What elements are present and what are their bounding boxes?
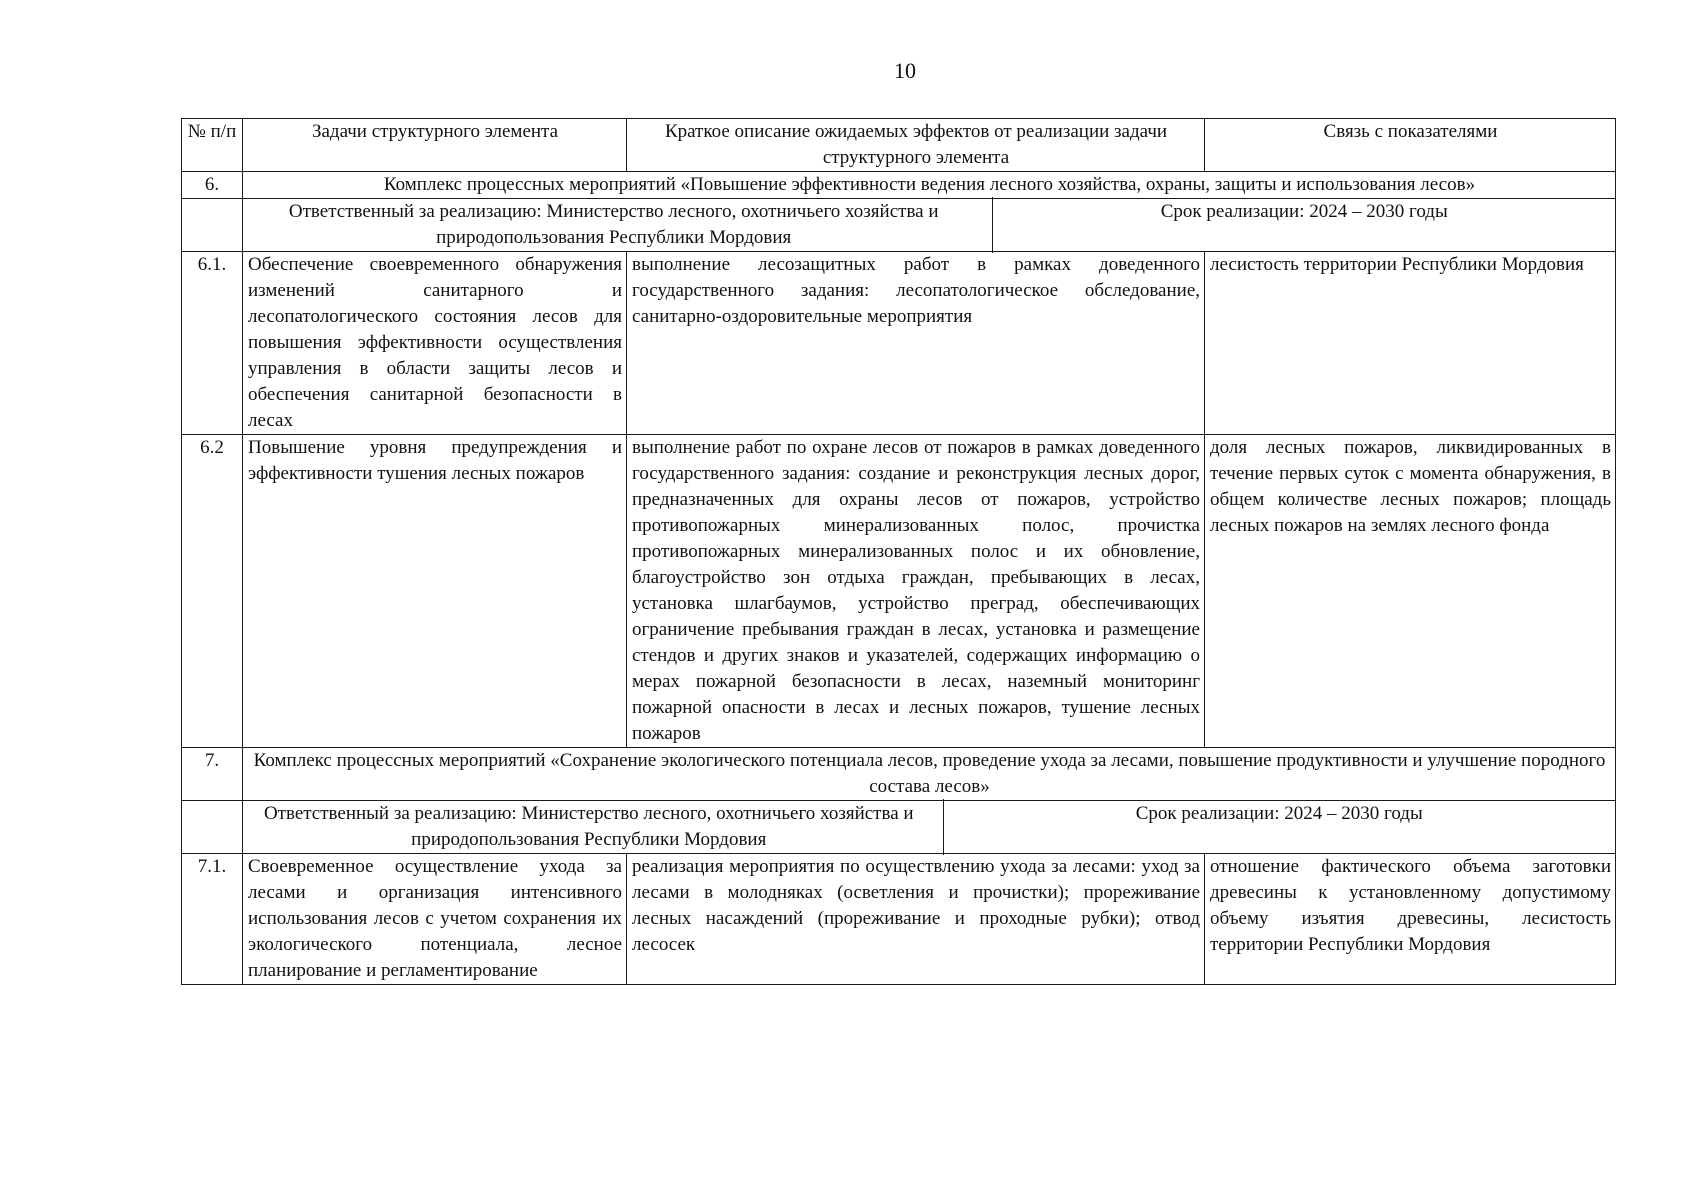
measures-table	[181, 118, 1616, 985]
section-6-responsible-cell	[243, 199, 1616, 252]
table-row-6-2	[182, 435, 1616, 748]
section-6-title: Комплекс процессных мероприятий «Повышение эффективности ведения лесного хозяйства, охраны, защиты и использования лесов»	[243, 172, 1616, 199]
row-6-2-num: 6.2	[182, 435, 243, 748]
row-6-1-effect: выполнение лесозащитных работ в рамках доведенного государственного задания: лесопатологическое обследование, санитарно-оздоровительные мероприятия	[627, 252, 1205, 435]
table-header-row	[182, 119, 1616, 172]
section-7-num: 7.	[182, 748, 243, 801]
header-tasks: Задачи структурного элемента	[243, 119, 627, 172]
row-6-1-task: Обеспечение своевременного обнаружения изменений санитарного и лесопатологического состояния лесов для повышения эффективности осуществления управления в области защиты лесов и обеспечения санитарной безопасности в лесах	[243, 252, 627, 435]
section-6-responsible-row	[182, 199, 1616, 252]
section-6-num: 6.	[182, 172, 243, 199]
section-7-title: Комплекс процессных мероприятий «Сохранение экологического потенциала лесов, проведение ухода за лесами, повышение продуктивности и улучшение породного состава лесов»	[243, 748, 1616, 801]
row-7-1-num: 7.1.	[182, 854, 243, 985]
row-6-2-indicator: доля лесных пожаров, ликвидированных в течение первых суток с момента обнаружения, в общем количестве лесных пожаров; площадь лесных пожаров на землях лесного фонда	[1205, 435, 1616, 748]
header-effects: Краткое описание ожидаемых эффектов от реализации задачи структурного элемента	[627, 119, 1205, 172]
row-7-1-effect: реализация мероприятия по осуществлению ухода за лесами: уход за лесами в молодняках (осветления и прочистки); прореживание лесных насаждений (прореживание и проходные рубки); отвод лесосек	[627, 854, 1205, 985]
header-num: № п/п	[182, 119, 243, 172]
section-7-term: Срок реализации: 2024 – 2030 годы	[943, 799, 1616, 855]
section-6-title-row	[182, 172, 1616, 199]
section-6-responsible: Ответственный за реализацию: Министерство лесного, охотничьего хозяйства и природопользования Республики Мордовия	[288, 201, 939, 248]
section-6-term: Срок реализации: 2024 – 2030 годы	[992, 197, 1615, 253]
section-7-blank	[182, 801, 243, 854]
row-6-1-num: 6.1.	[182, 252, 243, 435]
header-indicators: Связь с показателями	[1205, 119, 1616, 172]
section-7-title-row	[182, 748, 1616, 801]
row-6-2-effect: выполнение работ по охране лесов от пожаров в рамках доведенного государственного задания: создание и реконструкция лесных дорог, предназначенных для охраны лесов от пожаров, устройство противопожарных минерализованных полос, прочистка противопожарных минерализованных полос и их обновление, благоустройство зон отдыха граждан, пребывающих в лесах, установка шлагбаумов, устройство преград, обеспечивающих ограничение пребывания граждан в лесах, установка и размещение стендов и других знаков и указателей, содержащих информацию о мерах пожарной безопасности в лесах, наземный мониторинг пожарной опасности в лесах и лесных пожаров, тушение лесных пожаров	[627, 435, 1205, 748]
row-6-1-indicator: лесистость территории Республики Мордовия	[1205, 252, 1616, 435]
section-7-responsible-row	[182, 801, 1616, 854]
row-7-1-task: Своевременное осуществление ухода за лесами и организация интенсивного использования лесов с учетом сохранения их экологического потенциала, лесное планирование и регламентирование	[243, 854, 627, 985]
section-7-responsible: Ответственный за реализацию: Министерство лесного, охотничьего хозяйства и природопользования Республики Мордовия	[263, 803, 914, 850]
section-6-blank	[182, 199, 243, 252]
section-7-responsible-cell	[243, 801, 1616, 854]
row-6-2-task: Повышение уровня предупреждения и эффективности тушения лесных пожаров	[243, 435, 627, 748]
row-7-1-indicator: отношение фактического объема заготовки древесины к установленному допустимому объему изъятия древесины, лесистость территории Республики Мордовия	[1205, 854, 1616, 985]
page-number: 10	[894, 58, 916, 83]
table-row-6-1	[182, 252, 1616, 435]
table-row-7-1	[182, 854, 1616, 985]
